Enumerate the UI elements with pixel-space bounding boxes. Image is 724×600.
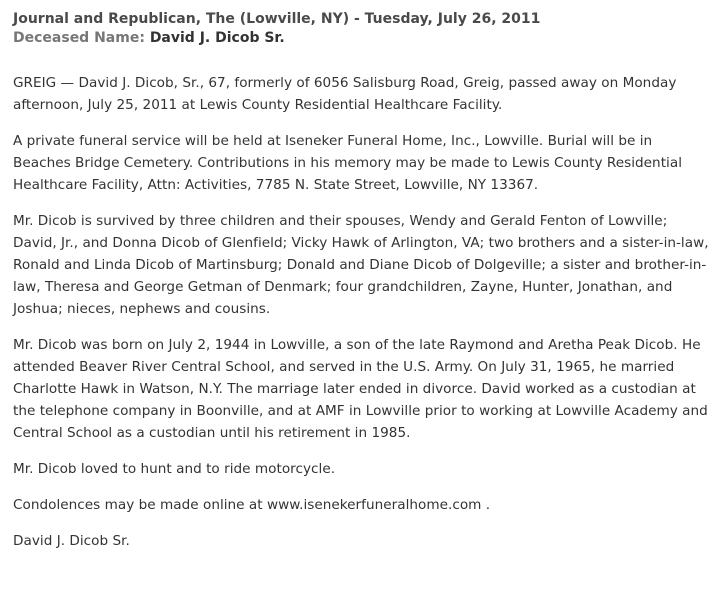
obituary-body [13,72,712,552]
paragraph-hobbies: Mr. Dicob loved to hunt and to ride motorcycle. [13,461,336,477]
paragraph-signature: David J. Dicob Sr. [13,533,130,549]
paragraph-survivors: Mr. Dicob is survived by three children and their spouses, Wendy and Gerald Fenton of Lowville; David, Jr., and Donna Dicob of Glenfield; Vicky Hawk of Arlington, VA; two brothers and a sister-in-law, Ronald and Linda Dicob of Martinsburg; Donald and Diane Dicob of Dolgeville; a sister and brother-in-law, Theresa and George Getman of Denmark; four grandchildren, Zayne, Hunter, Jonathan, and Joshua; nieces, nephews and cousins. [13,213,709,317]
deceased-name-label: Deceased Name: [13,30,145,46]
paragraph-services: A private funeral service will be held at Iseneker Funeral Home, Inc., Lowville. Burial will be in Beaches Bridge Cemetery. Contributions in his memory may be made to Lewis County Residential Healthcare Facility, Attn: Activities, 7785 N. State Street, Lowville, NY 13367. [13,133,682,193]
paragraph-biography: Mr. Dicob was born on July 2, 1944 in Lowville, a son of the late Raymond and Aretha Peak Dicob. He attended Beaver River Central School, and served in the U.S. Army. On July 31, 1965, he married Charlotte Hawk in Watson, N.Y. The marriage later ended in divorce. David worked as a custodian at the telephone company in Boonville, and at AMF in Lowville prior to working at Lowville Academy and Central School as a custodian until his retirement in 1985. [13,337,708,441]
paragraph-intro: GREIG — David J. Dicob, Sr., 67, formerly of 6056 Salisburg Road, Greig, passed away on Monday afternoon, July 25, 2011 at Lewis County Residential Healthcare Facility. [13,75,677,113]
deceased-name-value: David J. Dicob Sr. [149,30,285,46]
publication-title: Journal and Republican, The (Lowville, NY) - Tuesday, July 26, 2011 [13,11,541,27]
deceased-name-line [13,29,712,48]
paragraph-condolences: Condolences may be made online at www.isenekerfuneralhome.com . [13,497,491,513]
